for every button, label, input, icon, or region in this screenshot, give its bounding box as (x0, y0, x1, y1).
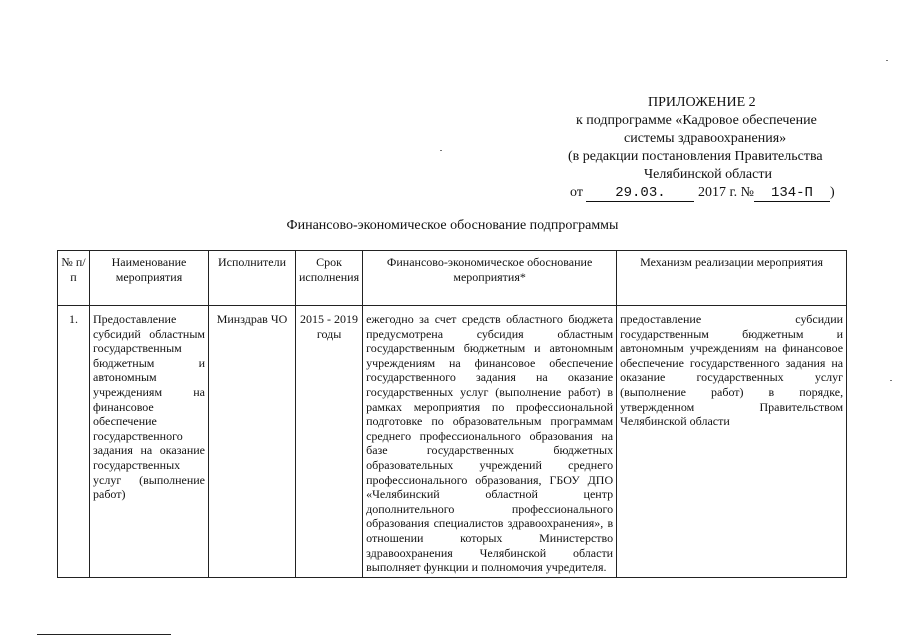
header-name: Наименование мероприятия (90, 251, 209, 306)
cell-justification: ежегодно за счет средств областного бюджета предусмотрена субсидия областным государственным бюджетным и автономным учреждениям на финансовое обеспечение государственного задания на оказание государственных услуг (выполнение работ) в рамках мероприятия по профессиональной подготовке по образовательным программам среднего профессионального образования на базе государственных бюджетных образовательных учреждений среднего профессионального образования, ГБОУ ДПО «Челябинский областной центр дополнительного профессионального образования специалистов здравоохранения», в отношении которых Министерство здравоохранения Челябинской области выполняет функции и полномочия учредителя. (363, 306, 617, 578)
cell-num: 1. (58, 306, 90, 578)
justification-table (57, 250, 847, 578)
appendix-edition-line: (в редакции постановления Правительства (568, 149, 823, 164)
date-prefix: от (570, 185, 583, 200)
header-num: № п/п (58, 251, 90, 306)
scan-speck (440, 150, 442, 151)
date-suffix: ) (829, 185, 835, 200)
decree-number: 134-П (754, 185, 830, 202)
footnote-separator (37, 634, 171, 635)
date-value: 29.03. (586, 185, 694, 202)
appendix-subprogram-line: к подпрограмме «Кадровое обеспечение (576, 113, 817, 128)
table-header-row (58, 251, 847, 306)
date-year: 2017 г. № (697, 185, 754, 200)
header-mechanism: Механизм реализации мероприятия (617, 251, 847, 306)
header-justification: Финансово-экономическое обоснование мероприятия* (363, 251, 617, 306)
appendix-date-line (570, 184, 835, 202)
document-title: Финансово-экономическое обоснование подпрограммы (286, 218, 619, 233)
cell-name: Предоставление субсидий областным государственным бюджетным и автономным учреждениям на финансовое обеспечение государственного задания на оказание государственных услуг (выполнение работ) (90, 306, 209, 578)
appendix-subprogram-name-line: системы здравоохранения» (624, 131, 787, 146)
cell-term: 2015 - 2019 годы (296, 306, 363, 578)
scan-speck (886, 60, 888, 61)
header-executors: Исполнители (209, 251, 296, 306)
table-row (58, 306, 847, 578)
cell-executors: Минздрав ЧО (209, 306, 296, 578)
cell-mechanism: предоставление субсидии государственным бюджетным и автономным учреждениям на финансовое обеспечение государственного задания на оказание государственных услуг (выполнение работ) в порядке, утвержденном Правительством Челябинской области (617, 306, 847, 578)
scan-speck (890, 380, 892, 381)
header-term: Срок исполнения (296, 251, 363, 306)
appendix-region-line: Челябинской области (644, 167, 772, 182)
appendix-title: ПРИЛОЖЕНИЕ 2 (648, 95, 756, 110)
